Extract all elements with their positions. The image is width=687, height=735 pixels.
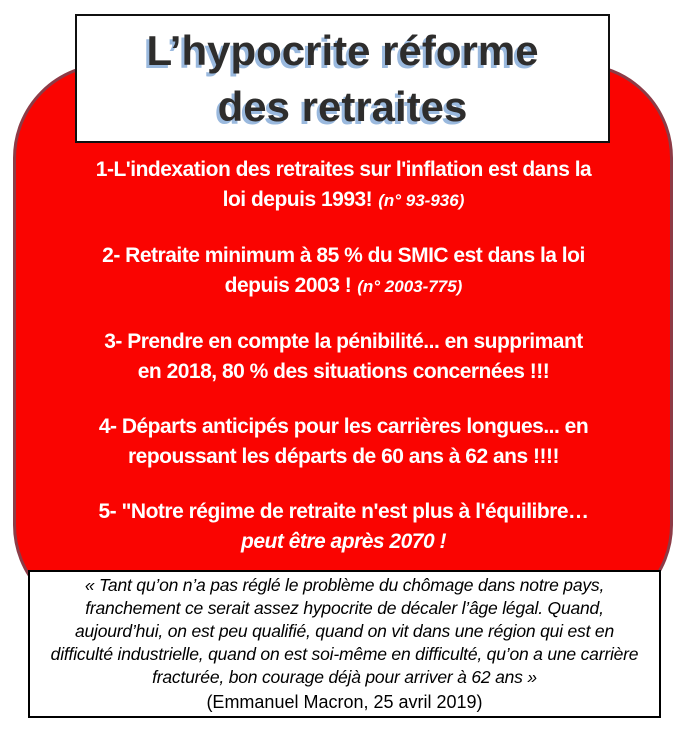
point-2-law-note: (n° 2003-775) xyxy=(357,277,463,296)
points-list xyxy=(30,155,657,557)
point-5-text1: 5- "Notre régime de retraite n'est plus à l'équilibre… xyxy=(98,500,589,523)
point-2-text1: 2- Retraite minimum à 85 % du SMIC est dans la loi xyxy=(102,244,585,267)
point-5 xyxy=(30,497,657,557)
point-1-text1: 1-L'indexation des retraites sur l'inflation est dans la xyxy=(95,158,592,181)
point-3-text2: en 2018, 80 % des situations concernées !!! xyxy=(137,360,550,383)
point-2-text2: depuis 2003 ! xyxy=(224,274,352,297)
point-3-line1 xyxy=(30,327,657,357)
point-4-text2: repoussant les départs de 60 ans à 62 ans !!!! xyxy=(127,445,559,468)
point-4-text1: 4- Départs anticipés pour les carrières longues... en xyxy=(98,415,589,438)
point-4-line2 xyxy=(30,442,657,472)
point-1-line1 xyxy=(30,155,657,185)
quote-text: « Tant qu’on n’a pas réglé le problème du chômage dans notre pays, franchement ce serait assez hypocrite de décaler l’âge légal. Quand, aujourd’hui, on est peu qualifié, quand on vit dans une région qui est en difficulté industrielle, quand on est soi-même en difficulté, qu’on a une carrière fracturée, bon courage déjà pour arriver à 62 ans » xyxy=(50,575,639,687)
point-5-line2 xyxy=(30,527,657,557)
point-4-line1 xyxy=(30,412,657,442)
point-2-line1 xyxy=(30,241,657,271)
title-box xyxy=(75,14,610,143)
point-3-text1: 3- Prendre en compte la pénibilité... en supprimant xyxy=(104,330,583,353)
point-5-text2: peut être après 2070 ! xyxy=(241,530,446,553)
point-1-line2 xyxy=(30,185,657,216)
point-2-line2 xyxy=(30,271,657,302)
point-3-line2 xyxy=(30,357,657,387)
point-1 xyxy=(30,155,657,216)
point-1-law-note: (n° 93-936) xyxy=(378,191,465,210)
point-5-line1 xyxy=(30,497,657,527)
point-4 xyxy=(30,412,657,472)
quote-attribution: (Emmanuel Macron, 25 avril 2019) xyxy=(206,692,483,712)
point-3 xyxy=(30,327,657,387)
point-1-text2: loi depuis 1993! xyxy=(222,188,373,211)
point-2 xyxy=(30,241,657,302)
poster-title-line1: L’hypocrite réforme xyxy=(146,26,539,74)
poster-title-line2: des retraites xyxy=(217,82,468,130)
quote-box xyxy=(28,570,661,718)
